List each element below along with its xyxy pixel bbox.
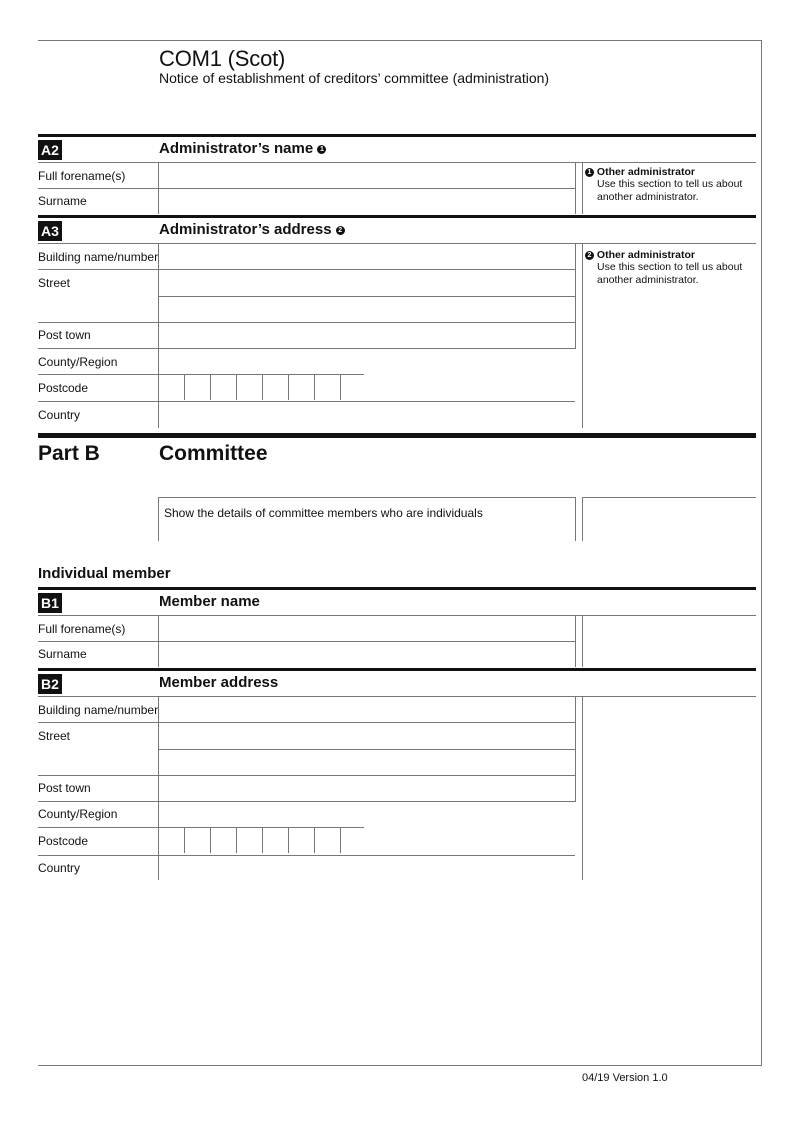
part-b-note-top bbox=[583, 497, 756, 498]
part-b-label: Part B bbox=[38, 442, 100, 465]
a3-building-input[interactable] bbox=[159, 244, 575, 269]
a2-note-title-row bbox=[585, 166, 755, 178]
b2-building-input[interactable] bbox=[159, 697, 575, 722]
a2-forename-label: Full forename(s) bbox=[38, 169, 126, 183]
a3-heading bbox=[159, 221, 345, 238]
b2-county-input[interactable] bbox=[159, 802, 575, 827]
a3-note bbox=[585, 249, 755, 287]
a3-postcode-cell-1 bbox=[184, 375, 185, 400]
b2-postcode-cell-3 bbox=[236, 828, 237, 853]
a2-note bbox=[585, 166, 755, 204]
a3-postcode-cell-5 bbox=[288, 375, 289, 400]
individual-member-heading: Individual member bbox=[38, 565, 171, 582]
a2-heading-text: Administrator’s name bbox=[159, 140, 314, 157]
b2-postcode-cell-2 bbox=[210, 828, 211, 853]
b2-field-left bbox=[158, 696, 159, 880]
b2-badge: B2 bbox=[38, 674, 62, 694]
a3-badge: A3 bbox=[38, 221, 62, 241]
a3-note-marker: 2 bbox=[336, 226, 345, 235]
b2-postcode-label: Postcode bbox=[38, 834, 89, 848]
a3-postcode-label: Postcode bbox=[38, 381, 89, 395]
a3-top-rule bbox=[38, 215, 756, 218]
b1-surname-input[interactable] bbox=[159, 642, 575, 667]
a3-postcode-cell-6 bbox=[314, 375, 315, 400]
a2-surname-label: Surname bbox=[38, 194, 87, 208]
b2-postcode-cell-4 bbox=[262, 828, 263, 853]
b2-top-rule bbox=[38, 668, 756, 671]
a2-field-right bbox=[575, 162, 576, 214]
a2-note-marker: 1 bbox=[317, 145, 326, 154]
top-rule bbox=[38, 40, 762, 41]
a3-note-title: Other administrator bbox=[596, 249, 695, 261]
a3-county-label: County/Region bbox=[38, 355, 118, 369]
form-code: COM1 (Scot) bbox=[159, 46, 286, 71]
a3-note-body-1: Use this section to tell us about bbox=[597, 261, 743, 273]
a2-note-marker-icon: 1 bbox=[585, 168, 594, 177]
b1-heading: Member name bbox=[159, 593, 260, 610]
a3-postcode-cell-4 bbox=[262, 375, 263, 400]
b2-street-label: Street bbox=[38, 729, 71, 743]
right-border bbox=[761, 40, 762, 1066]
a2-note-body-1: Use this section to tell us about bbox=[597, 178, 743, 190]
b2-post-town-input[interactable] bbox=[159, 776, 575, 801]
a3-note-marker-icon: 2 bbox=[585, 251, 594, 260]
b1-forename-input[interactable] bbox=[159, 616, 575, 641]
a2-field-left bbox=[158, 162, 159, 214]
a3-postcode-cell-2 bbox=[210, 375, 211, 400]
b1-forename-label: Full forename(s) bbox=[38, 622, 126, 636]
a3-country-input[interactable] bbox=[159, 402, 575, 427]
b2-field-right bbox=[575, 696, 576, 802]
b1-field-right bbox=[575, 615, 576, 667]
part-b-instruction: Show the details of committee members who are individuals bbox=[164, 506, 483, 520]
b1-badge: B1 bbox=[38, 593, 62, 613]
b2-street-input-1[interactable] bbox=[159, 723, 575, 748]
b2-heading: Member address bbox=[159, 674, 279, 691]
b2-country-label: Country bbox=[38, 861, 81, 875]
a3-post-town-label: Post town bbox=[38, 328, 91, 342]
a3-heading-text: Administrator’s address bbox=[159, 221, 332, 238]
b2-postcode-cell-7 bbox=[340, 828, 341, 853]
a3-field-right bbox=[575, 243, 576, 349]
part-b-instruction-right bbox=[575, 497, 576, 541]
a2-heading bbox=[159, 140, 326, 157]
a2-surname-input[interactable] bbox=[159, 189, 575, 214]
a2-note-title: Other administrator bbox=[596, 166, 695, 178]
b2-postcode-cell-1 bbox=[184, 828, 185, 853]
part-b-note-left bbox=[582, 497, 583, 541]
footer-version: 04/19 Version 1.0 bbox=[582, 1072, 668, 1084]
a3-building-label: Building name/number bbox=[38, 250, 159, 264]
a3-country-label: Country bbox=[38, 408, 81, 422]
a2-note-body-2: another administrator. bbox=[597, 191, 699, 203]
b1-surname-label: Surname bbox=[38, 647, 87, 661]
b2-county-label: County/Region bbox=[38, 807, 118, 821]
a3-field-left bbox=[158, 243, 159, 428]
a3-street-label: Street bbox=[38, 276, 71, 290]
b2-postcode-cell-5 bbox=[288, 828, 289, 853]
b2-country-input[interactable] bbox=[159, 856, 575, 881]
form-title: Notice of establishment of creditors’ committee (administration) bbox=[159, 70, 550, 86]
part-b-instruction-top bbox=[159, 497, 575, 498]
a3-postcode-cell-3 bbox=[236, 375, 237, 400]
a3-note-left bbox=[582, 243, 583, 428]
a3-note-title-row bbox=[585, 249, 755, 261]
a2-top-rule bbox=[38, 134, 756, 137]
b2-postcode-cell-6 bbox=[314, 828, 315, 853]
b2-building-label: Building name/number bbox=[38, 703, 159, 717]
a2-note-left bbox=[582, 162, 583, 214]
b2-note-left bbox=[582, 696, 583, 880]
a3-postcode-cell-7 bbox=[340, 375, 341, 400]
part-b-title: Committee bbox=[159, 442, 268, 465]
a3-post-town-input[interactable] bbox=[159, 323, 575, 348]
b1-top-rule bbox=[38, 587, 756, 590]
part-b-rule bbox=[38, 433, 756, 438]
b1-field-left bbox=[158, 615, 159, 667]
a2-forename-input[interactable] bbox=[159, 163, 575, 188]
footer-rule bbox=[38, 1065, 762, 1066]
part-b-instruction-left bbox=[158, 497, 159, 541]
b2-post-town-label: Post town bbox=[38, 781, 91, 795]
a3-county-input[interactable] bbox=[159, 349, 575, 374]
b2-street-input-2[interactable] bbox=[159, 750, 575, 775]
a3-street-input-2[interactable] bbox=[159, 297, 575, 322]
b1-note-left bbox=[582, 615, 583, 667]
a3-street-input-1[interactable] bbox=[159, 270, 575, 295]
a2-badge: A2 bbox=[38, 140, 62, 160]
a3-note-body-2: another administrator. bbox=[597, 274, 699, 286]
